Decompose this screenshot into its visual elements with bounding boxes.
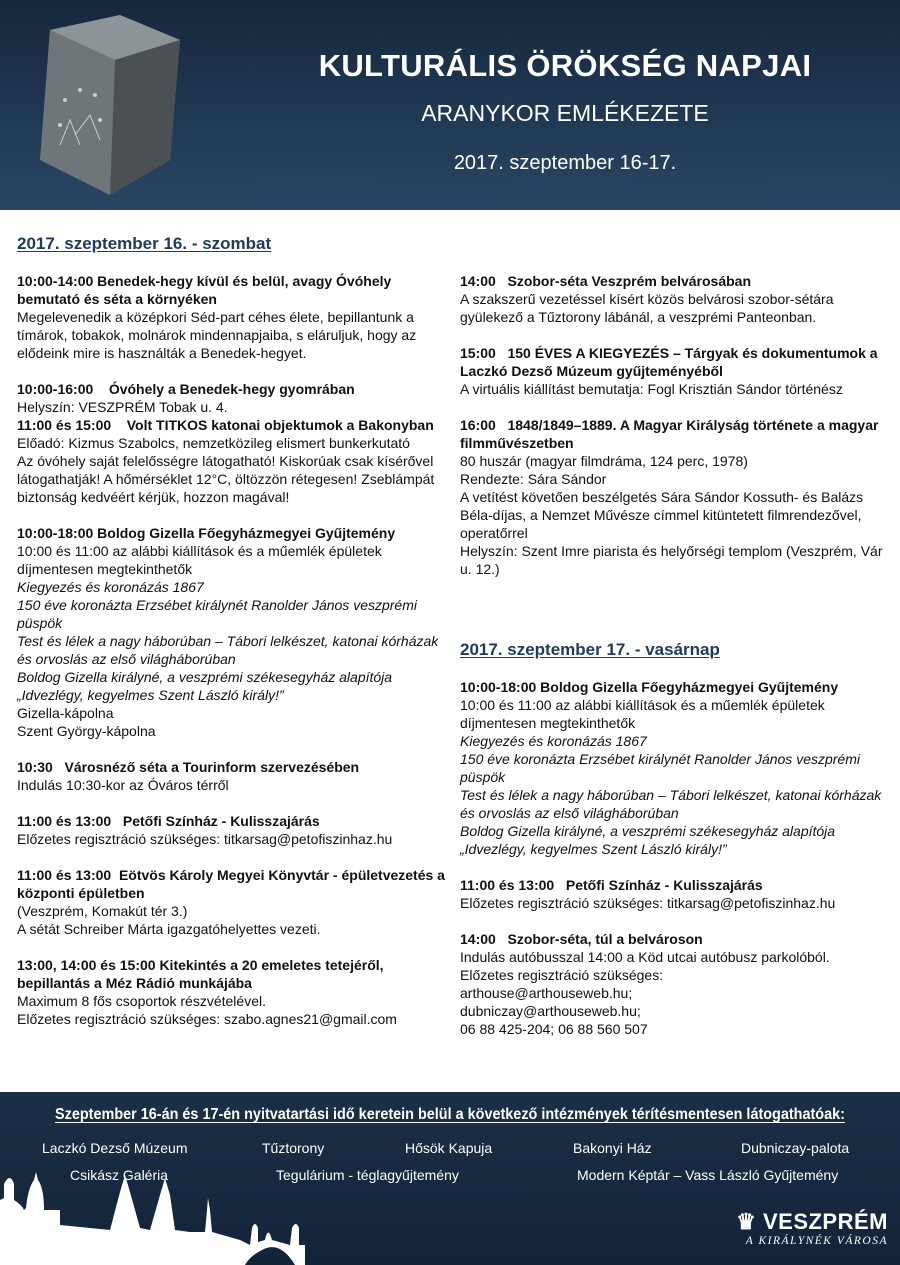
program-detail: Gizella-kápolna — [17, 705, 114, 721]
day2-heading: 2017. szeptember 17. - vasárnap — [460, 640, 720, 659]
program-detail: Test és lélek a nagy háborúban – Tábori lelkészet, katonai kórházak és orvoslás az első világháborúban — [460, 787, 882, 821]
program-detail: 150 éve koronázta Erzsébet királynét Ranolder János veszprémi püspök — [460, 751, 860, 785]
program-detail: „Idvezlégy, kegyelmes Szent László király!” — [17, 687, 284, 703]
program-item — [460, 876, 890, 912]
institution: Dubniczay-palota — [741, 1140, 850, 1156]
institution: Tűztorony — [262, 1140, 325, 1156]
right-column — [460, 272, 890, 1056]
program-detail: Előzetes regisztráció szükséges: titkarsag@petofiszinhaz.hu — [17, 831, 393, 847]
program-detail: Előadó: Kizmus Szabolcs, nemzetközileg elismert bunkerkutató — [17, 435, 410, 451]
program-title: 10:00-18:00 Boldog Gizella Főegyházmegyei Gyűjtemény — [17, 525, 396, 541]
program-detail: Indulás autóbusszal 14:00 a Köd utcai autóbusz parkolóból. — [460, 949, 830, 965]
program-item — [17, 524, 447, 740]
program-title: 11:00 és 13:00 Petőfi Színház - Kulisszajárás — [17, 813, 320, 829]
event-subtitle: ARANYKOR EMLÉKEZETE — [421, 100, 709, 126]
program-detail: Rendezte: Sára Sándor — [460, 471, 607, 487]
program-detail: 06 88 425-204; 06 88 560 507 — [460, 1021, 648, 1037]
institution: Modern Képtár – Vass László Gyűjtemény — [577, 1167, 839, 1183]
program-title: 10:00-16:00 Óvóhely a Benedek-hegy gyomrában — [17, 381, 355, 397]
program-item — [17, 812, 447, 848]
program-item — [460, 272, 890, 326]
program-item — [17, 866, 447, 938]
left-column — [17, 234, 447, 1046]
program-title: 11:00 és 13:00 Petőfi Színház - Kulisszajárás — [460, 877, 763, 893]
program-item — [460, 344, 890, 398]
program-detail: Helyszín: Szent Imre piarista és helyőrségi templom (Veszprém, Vár u. 12.) — [460, 543, 883, 577]
program-detail: A sétát Schreiber Márta igazgatóhelyettes vezeti. — [17, 921, 321, 937]
program-item — [17, 272, 447, 362]
program-detail: 10:00 és 11:00 az alábbi kiállítások és a műemlék épületek díjmentesen megtekinthetők — [17, 543, 382, 577]
veszprem-logo: ♛ VESZPRÉM A KIRÁLYNÉK VÁROSA — [736, 1209, 888, 1247]
program-title: 11:00 és 15:00 Volt TITKOS katonai objektumok a Bakonyban — [17, 417, 434, 433]
program-item — [460, 416, 890, 578]
program-detail: Kiegyezés és koronázás 1867 — [17, 579, 204, 595]
city-skyline-silhouette — [0, 1170, 560, 1265]
day2-items — [460, 678, 890, 1038]
program-detail: Boldog Gizella királyné, a veszprémi székesegyház alapítója — [460, 823, 836, 839]
program-detail: Előzetes regisztráció szükséges: titkarsag@petofiszinhaz.hu — [460, 895, 836, 911]
program-detail: Boldog Gizella királyné, a veszprémi székesegyház alapítója — [17, 669, 393, 685]
program-item — [17, 758, 447, 794]
day1-heading: 2017. szeptember 16. - szombat — [17, 234, 272, 253]
program-detail: Helyszín: VESZPRÉM Tobak u. 4. — [17, 399, 228, 415]
institution: Bakonyi Ház — [573, 1140, 652, 1156]
institution: Hősök Kapuja — [405, 1140, 493, 1156]
program-detail: Az óvóhely saját felelősségre látogatható! Kiskorúak csak kísérővel látogathatják! A hőmérséklet 12°C, öltözzön rétegesen! Zseblámpát biztonság kedvéért kérjük, hozzon magával! — [17, 453, 435, 505]
program-detail: A szakszerű vezetéssel kísért közös belvárosi szobor-sétára gyülekező a Tűztorony lábánál, a veszprémi Panteonban. — [460, 291, 834, 325]
event-title: KULTURÁLIS ÖRÖKSÉG NAPJAI — [318, 48, 812, 83]
program-detail: Maximum 8 fős csoportok részvételével. — [17, 993, 266, 1009]
event-date: 2017. szeptember 16-17. — [453, 152, 677, 174]
program-title: 14:00 Szobor-séta, túl a belvároson — [460, 931, 703, 947]
program-detail: Szent György-kápolna — [17, 723, 156, 739]
free-entry-heading: Szeptember 16-án és 17-én nyitvatartási idő keretein belül a következő intézmények térítésmentesen látogathatóak: — [55, 1106, 845, 1123]
institution: Laczkó Dezső Múzeum — [42, 1140, 188, 1156]
program-item — [17, 416, 447, 506]
program-detail: arthouse@arthouseweb.hu; — [460, 985, 633, 1001]
program-title: 11:00 és 13:00 Eötvös Károly Megyei Könyvtár - épületvezetés a központi épületben — [17, 867, 449, 901]
program-detail: Indulás 10:30-kor az Óváros térről — [17, 777, 229, 793]
program-detail: A virtuális kiállítást bemutatja: Fogl Krisztián Sándor történész — [460, 381, 843, 397]
program-title: 16:00 1848/1849–1889. A Magyar Királyság története a magyar filmművészetben — [460, 417, 883, 451]
program-detail: Előzetes regisztráció szükséges: — [460, 967, 664, 983]
program-detail: Kiegyezés és koronázás 1867 — [460, 733, 647, 749]
program-title: 10:30 Városnéző séta a Tourinform szervezésében — [17, 759, 360, 775]
program-title: 10:00-18:00 Boldog Gizella Főegyházmegyei Gyűjtemény — [460, 679, 839, 695]
institution: Csikász Galéria — [70, 1167, 169, 1183]
program-detail: Megelevenedik a középkori Séd-part céhes élete, bepillantunk a tímárok, tobakok, molnárok mindennapjaiba, s eláruljuk, hogy az elődeink mire is használták a Benedek-hegyet. — [17, 309, 417, 361]
program-title: 10:00-14:00 Benedek-hegy kívül és belül, avagy Óvóhely bemutató és séta a környéken — [17, 273, 396, 307]
stone-cube-image — [20, 10, 190, 205]
program-detail: Előzetes regisztráció szükséges: szabo.agnes21@gmail.com — [17, 1011, 397, 1027]
program-detail: Test és lélek a nagy háborúban – Tábori lelkészet, katonai kórházak és orvoslás az első világháborúban — [17, 633, 439, 667]
institution: Tegulárium - téglagyűjtemény — [276, 1167, 459, 1183]
header-banner — [0, 0, 900, 210]
program-detail: 150 éve koronázta Erzsébet királynét Ranolder János veszprémi püspök — [17, 597, 417, 631]
program-detail: dubniczay@arthouseweb.hu; — [460, 1003, 641, 1019]
footer-banner — [0, 1092, 900, 1265]
program-title: 14:00 Szobor-séta Veszprém belvárosában — [460, 273, 752, 289]
right-items — [460, 272, 890, 578]
program-detail: „Idvezlégy, kegyelmes Szent László király!” — [460, 841, 727, 857]
program-item — [460, 678, 890, 858]
crown-icon: ♛ — [736, 1209, 763, 1234]
program-detail: 80 huszár (magyar filmdráma, 124 perc, 1978) — [460, 453, 748, 469]
program-title: 15:00 150 ÉVES A KIEGYEZÉS – Tárgyak és dokumentumok a Laczkó Dezső Múzeum gyűjteményéből — [460, 345, 882, 379]
program-detail: 10:00 és 11:00 az alábbi kiállítások és a műemlék épületek díjmentesen megtekinthetők — [460, 697, 825, 731]
program-title: 13:00, 14:00 és 15:00 Kitekintés a 20 emeletes tetejéről, bepillantás a Méz Rádió munkájába — [17, 957, 388, 991]
program-item — [17, 380, 447, 416]
program-detail: A vetítést követően beszélgetés Sára Sándor Kossuth- és Balázs Béla-díjas, a Nemzet Művésze címmel kitüntetett filmrendezővel, operatőrrel — [460, 489, 864, 541]
program-item — [460, 930, 890, 1038]
program-detail: (Veszprém, Komakút tér 3.) — [17, 903, 188, 919]
left-items — [17, 272, 447, 1028]
program-item — [17, 956, 447, 1028]
